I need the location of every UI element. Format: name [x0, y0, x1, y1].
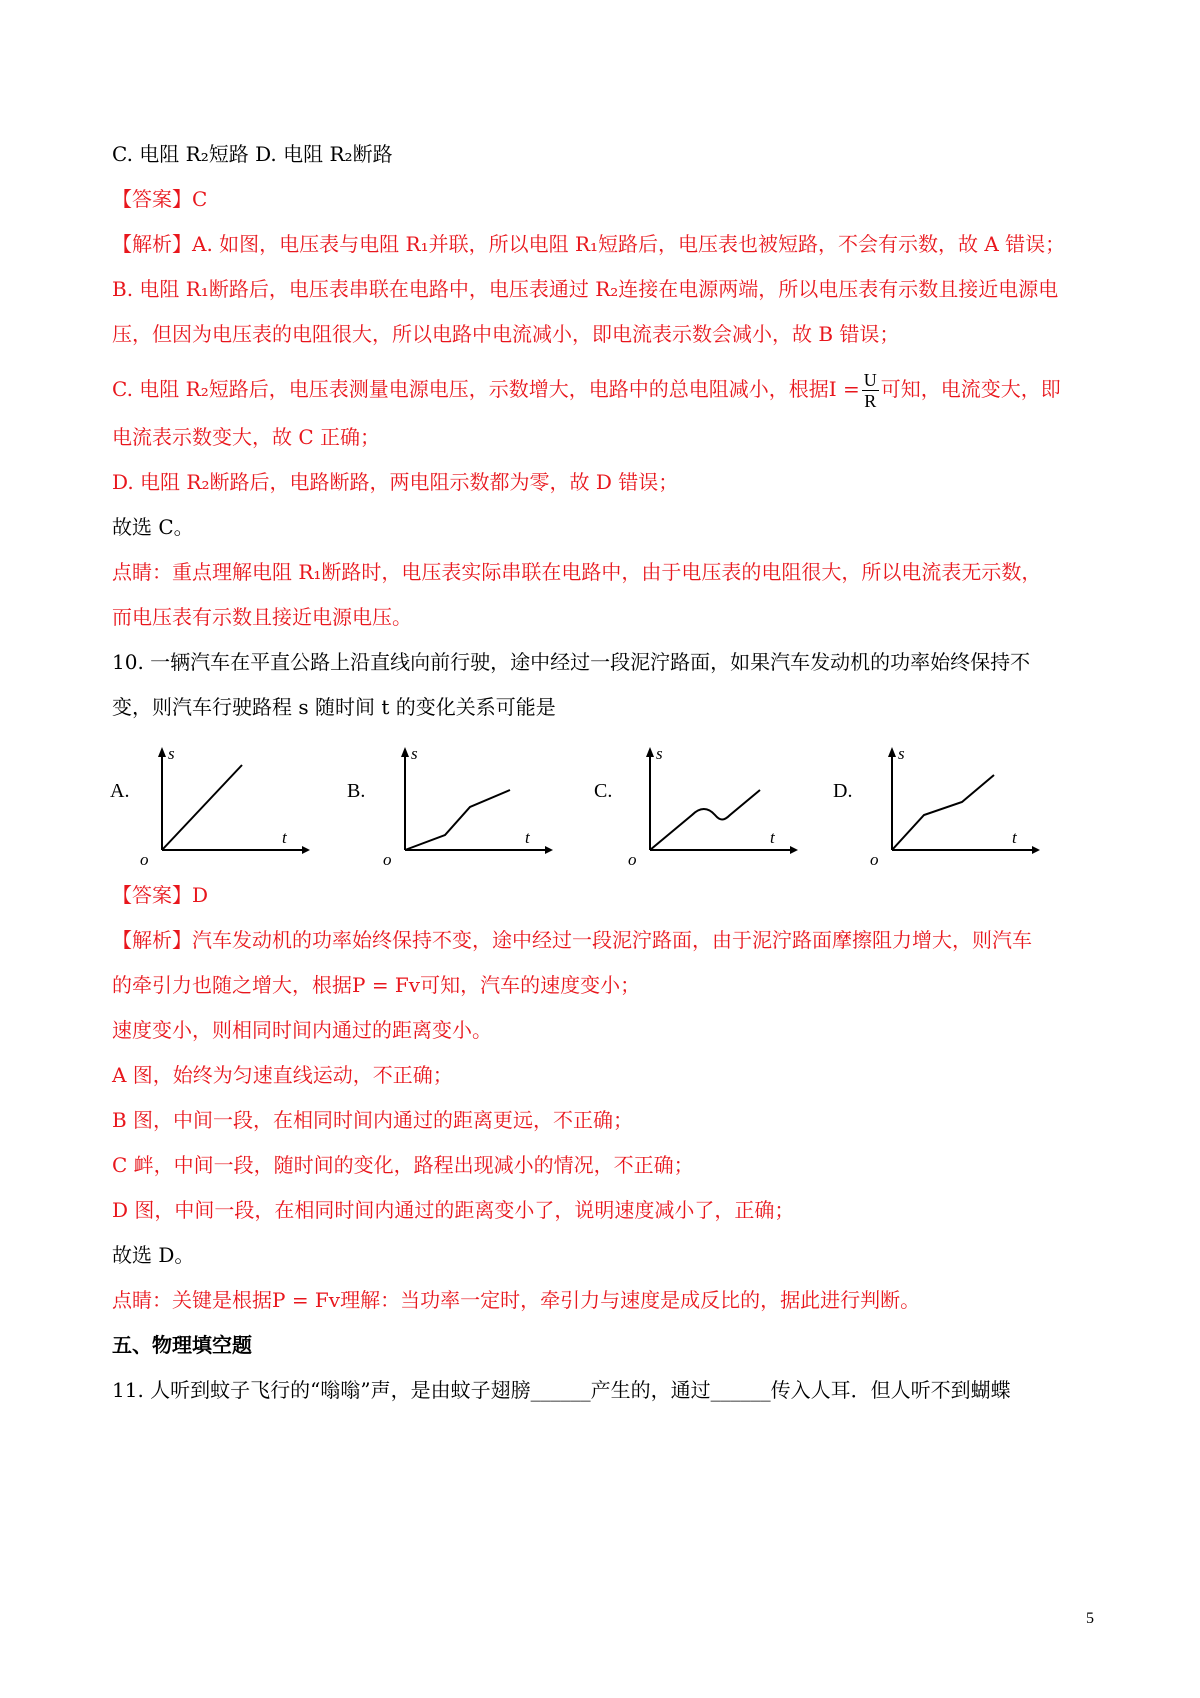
- graph-d-label: D.: [833, 780, 853, 802]
- graph-c: [620, 735, 800, 870]
- graph-a-axis-s: s: [168, 744, 175, 763]
- tip-9-cont: 而电压表有示数且接近电源电压。: [112, 605, 412, 629]
- section-heading-fill-in: 五、物理填空题: [112, 1333, 252, 1357]
- graph-b-origin: o: [383, 850, 392, 869]
- options-c-d: C. 电阻 R₂短路 D. 电阻 R₂断路: [112, 142, 393, 166]
- analysis-10-cont: 的牵引力也随之增大，根据P = Fv可知，汽车的速度变小；: [112, 973, 641, 997]
- ohms-law-fraction: [862, 370, 879, 411]
- analysis-9-b-cont: 压，但因为电压表的电阻很大，所以电路中电流减小，即电流表示数会减小，故 B 错误；: [112, 322, 900, 346]
- analysis-10-a: A 图，始终为匀速直线运动，不正确；: [112, 1063, 453, 1087]
- choice-10: 故选 D。: [112, 1243, 195, 1267]
- analysis-10: 【解析】汽车发动机的功率始终保持不变，途中经过一段泥泞路面，由于泥泞路面摩擦阻力增大，则汽车: [112, 928, 1032, 952]
- graph-a-label: A.: [110, 780, 130, 802]
- analysis-10-c: C 衅，中间一段，随时间的变化，路程出现减小的情况，不正确；: [112, 1153, 694, 1177]
- graph-a: [132, 735, 312, 870]
- page-number: 5: [1086, 1610, 1094, 1627]
- graph-d-origin: o: [870, 850, 879, 869]
- analysis-9-c-cont: 电流表示数变大，故 C 正确；: [112, 425, 381, 449]
- graph-c-origin: o: [628, 850, 637, 869]
- analysis-9-d: D. 电阻 R₂断路后，电路断路，两电阻示数都为零，故 D 错误；: [112, 470, 679, 494]
- analysis-9-c: [112, 370, 1102, 411]
- choice-9: 故选 C。: [112, 515, 194, 539]
- tip-10: 点睛：关键是根据P = Fv理解：当功率一定时，牵引力与速度是成反比的，据此进行判断。: [112, 1288, 921, 1312]
- graph-c-label: C.: [594, 780, 613, 802]
- graph-c-axis-t: t: [770, 828, 775, 847]
- answer-9: 【答案】C: [112, 187, 208, 211]
- graph-a-axis-t: t: [282, 828, 287, 847]
- analysis-10-speed: 速度变小，则相同时间内通过的距离变小。: [112, 1018, 492, 1042]
- analysis-9-c-text-2: 可知，电流变大，即: [880, 377, 1061, 401]
- analysis-10-d: D 图，中间一段，在相同时间内通过的距离变小了，说明速度减小了，正确；: [112, 1198, 795, 1222]
- graph-b-axis-t: t: [525, 828, 530, 847]
- graph-a-origin: o: [140, 850, 149, 869]
- question-10-cont: 变，则汽车行驶路程 s 随时间 t 的变化关系可能是: [112, 695, 556, 719]
- fraction-numerator: U: [863, 370, 877, 390]
- graph-c-axis-s: s: [656, 744, 663, 763]
- question-10: 10. 一辆汽车在平直公路上沿直线向前行驶，途中经过一段泥泞路面，如果汽车发动机的功率始终保持不: [112, 650, 1031, 674]
- graph-d-axis-t: t: [1012, 828, 1017, 847]
- fraction-denominator: R: [864, 391, 877, 411]
- graph-b: [375, 735, 555, 870]
- analysis-9-a: 【解析】A. 如图，电压表与电阻 R₁并联，所以电阻 R₁短路后，电压表也被短路，不会有示数，故 A 错误；: [112, 232, 1066, 256]
- graph-d-axis-s: s: [898, 744, 905, 763]
- tip-9: 点睛：重点理解电阻 R₁断路时，电压表实际串联在电路中，由于电压表的电阻很大，所以电流表无示数，: [112, 560, 1042, 584]
- analysis-10-b: B 图，中间一段，在相同时间内通过的距离更远，不正确；: [112, 1108, 634, 1132]
- graph-b-axis-s: s: [411, 744, 418, 763]
- analysis-9-c-text-1: C. 电阻 R₂短路后，电压表测量电源电压，示数增大，电路中的总电阻减小，根据I =: [112, 377, 860, 401]
- graph-b-label: B.: [347, 780, 366, 802]
- graph-d: [862, 735, 1042, 870]
- question-11: 11. 人听到蚊子飞行的“嗡嗡”声，是由蚊子翅膀______产生的，通过______传入人耳．但人听不到蝴蝶: [112, 1378, 1011, 1402]
- answer-10: 【答案】D: [112, 883, 209, 907]
- analysis-9-b: B. 电阻 R₁断路后，电压表串联在电路中，电压表通过 R₂连接在电源两端，所以电压表有示数且接近电源电: [112, 277, 1059, 301]
